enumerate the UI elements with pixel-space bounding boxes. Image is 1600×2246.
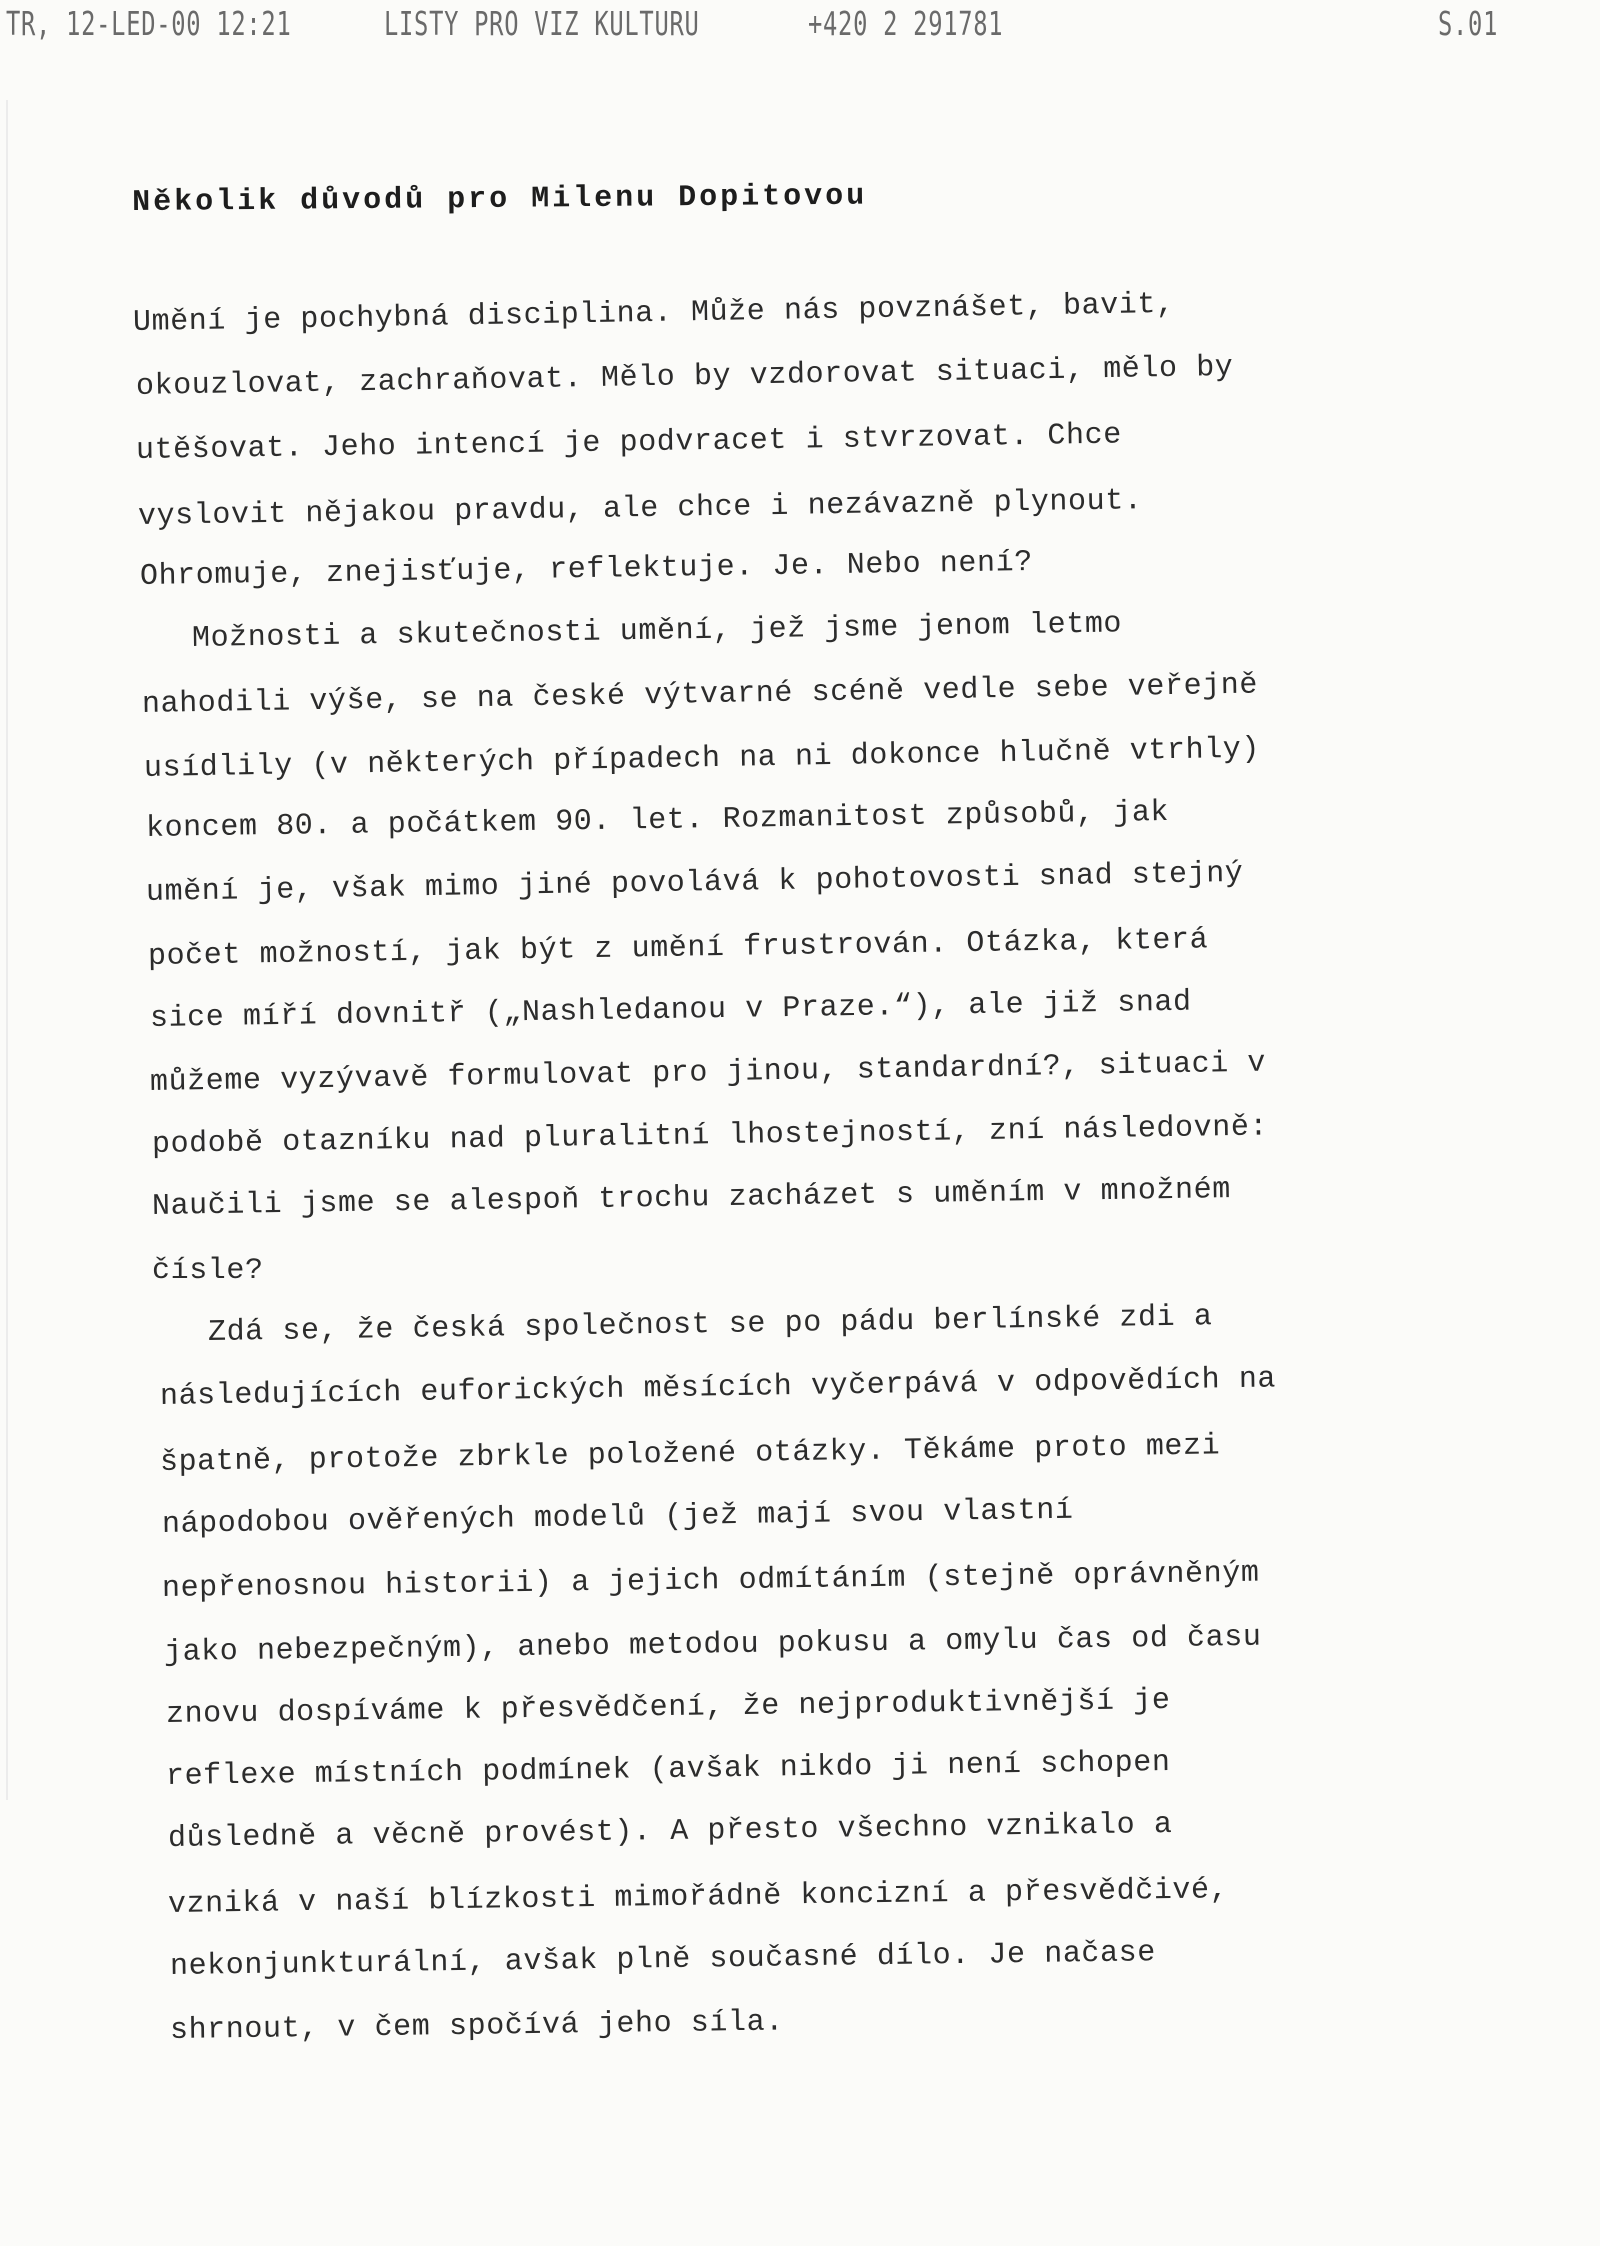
text-line: reflexe místních podmínek (avšak nikdo ji není schopen	[165, 1745, 1171, 1794]
text-line: umění je, však mimo jiné povolává k pohotovosti snad stejný	[145, 856, 1244, 910]
text-line: můžeme vyzývavě formulovat pro jinou, standardní?, situaci v	[149, 1046, 1267, 1100]
scan-edge-shadow	[6, 100, 8, 1800]
text-line: sice míří dovnitř („Nashledanou v Praze.“), ale již snad	[149, 985, 1192, 1036]
text-line: podobě otazníku nad pluralitní lhostejností, zní následovně:	[151, 1110, 1269, 1162]
fax-header	[0, 4, 1600, 48]
text-line: vyslovit nějakou pravdu, ale chce i nezávazně plynout.	[137, 484, 1143, 534]
text-line: špatně, protože zbrkle položené otázky. Těkáme proto mezi	[159, 1429, 1221, 1480]
text-line: znovu dospíváme k přesvědčení, že nejproduktivnější je	[165, 1683, 1171, 1732]
text-line: Naučili jsme se alespoň trochu zacházet s uměním v množném	[151, 1173, 1232, 1224]
fax-phone: +420 2 291781	[808, 4, 1004, 43]
document-title: Několik důvodů pro Milenu Dopitovou	[132, 179, 868, 220]
text-line: nepřenosnou historii) a jejich odmítáním (stejně oprávněným	[161, 1556, 1260, 1606]
text-line: koncem 80. a počátkem 90. let. Rozmanitost způsobů, jak	[145, 795, 1170, 846]
fax-date: TR, 12-LED-00 12:21	[6, 4, 292, 43]
text-line: nahodili výše, se na české výtvarné scéně vedle sebe veřejně	[141, 668, 1259, 722]
text-line: nekonjunkturální, avšak plně současné dílo. Je načase	[169, 1936, 1157, 1984]
text-line: okouzlovat, zachraňovat. Mělo by vzdorovat situaci, mělo by	[135, 350, 1234, 404]
text-line: nápodobou ověřených modelů (jež mají svou vlastní	[161, 1493, 1074, 1542]
text-line: shrnout, v čem spočívá jeho síla.	[169, 2005, 785, 2048]
fax-sender: LISTY PRO VIZ KULTURU	[384, 4, 700, 43]
text-line: Zdá se, že česká společnost se po pádu berlínské zdi a	[207, 1300, 1213, 1350]
text-line: utěšovat. Jeho intencí je podvracet i stvrzovat. Chce	[135, 418, 1123, 468]
fax-page-number: S.01	[1438, 4, 1499, 43]
text-line: jako nebezpečným), anebo metodou pokusu a omylu čas od času	[163, 1620, 1262, 1670]
text-line: čísle?	[152, 1254, 264, 1288]
text-line: následujících euforických měsících vyčerpává v odpovědích na	[159, 1362, 1277, 1414]
text-line: Možnosti a skutečnosti umění, jež jsme jenom letmo	[191, 607, 1123, 656]
text-line: důsledně a věcně provést). A přesto všechno vznikalo a	[167, 1807, 1173, 1856]
text-line: počet možností, jak být z umění frustrován. Otázka, která	[147, 923, 1209, 974]
text-line: Umění je pochybná disciplina. Může nás povznášet, bavit,	[132, 287, 1175, 340]
text-line: Ohromuje, znejisťuje, reflektuje. Je. Nebo není?	[139, 545, 1034, 594]
text-line: usídlily (v některých případech na ni dokonce hlučně vtrhly)	[143, 732, 1261, 786]
text-line: vzniká v naší blízkosti mimořádně koncizní a přesvědčivé,	[167, 1873, 1229, 1922]
